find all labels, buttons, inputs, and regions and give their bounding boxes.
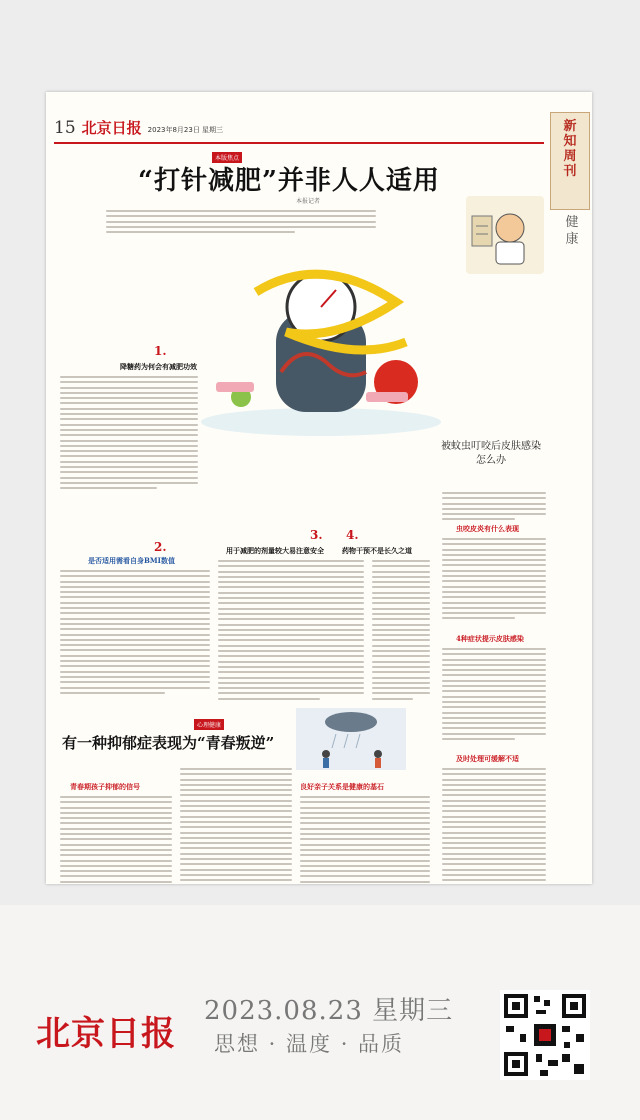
section-4-heading: 药物干预不是长久之道: [342, 546, 412, 555]
cartoon-illustration: [466, 196, 544, 274]
main-byline: 本报记者: [296, 198, 321, 205]
qr-code[interactable]: [500, 990, 590, 1080]
section-1-body: [60, 376, 198, 493]
sidebar-intro: [442, 492, 546, 524]
header-date: 2023年8月23日 星期三: [147, 126, 224, 134]
page-number: 15: [54, 118, 76, 138]
sidebar-subhead-2: 4种症状提示皮肤感染: [456, 634, 524, 643]
section-3-heading: 用于减肥的剂量较大易注意安全: [226, 546, 324, 555]
sidebar-body-1: [442, 538, 546, 623]
section-3-number: 3.: [310, 528, 323, 542]
section-2-body: [60, 570, 210, 697]
page-header: [54, 118, 544, 138]
section-banner: [550, 112, 590, 210]
main-kicker: 本版焦点: [212, 152, 242, 163]
sidebar-subhead-3: 及时处理可缓解不适: [456, 754, 519, 763]
sidebar-headline: 被蚊虫叮咬后皮肤感染怎么办: [441, 441, 541, 466]
footer-date: 2023.08.23 星期三: [204, 996, 454, 1026]
section-3-body: [218, 560, 364, 703]
banner-text: 新知周刊: [563, 119, 577, 179]
section-4-number: 4.: [346, 528, 359, 542]
depression-body-2: [180, 768, 292, 884]
depression-body-1: [60, 796, 172, 884]
footer-slogan: 思想 · 温度 · 品质: [214, 1032, 405, 1056]
main-headline: “打针减肥”并非人人适用: [138, 166, 440, 196]
section-1-number: 1.: [154, 344, 167, 358]
sidebar-body-2: [442, 648, 546, 743]
section-1-heading: 降糖药为何会有减肥功效: [120, 362, 197, 371]
section-2-heading: 是否适用需看自身BMI数值: [88, 556, 175, 565]
depression-subhead-2: 良好亲子关系是健康的基石: [300, 782, 384, 791]
vertical-edge-strip: [563, 632, 571, 782]
section-2-number: 2.: [154, 540, 167, 554]
sidebar-body-3: [442, 768, 546, 884]
depression-headline: 有一种抑郁症表现为“青春叛逆”: [62, 734, 275, 752]
section-4-body: [372, 560, 430, 703]
section-side-title: 健康: [565, 215, 579, 247]
depression-body-3: [300, 796, 430, 884]
newspaper-page: [46, 92, 592, 884]
rain-illustration: [296, 708, 406, 770]
header-rule: [54, 142, 544, 144]
scale-illustration: [196, 232, 446, 442]
depression-subhead-1: 青春期孩子抑郁的信号: [70, 782, 140, 791]
sidebar-subhead-1: 虫咬皮炎有什么表现: [456, 524, 519, 533]
footer-logo: 北京日报: [36, 1014, 176, 1054]
depression-kicker: 心理健康: [194, 719, 224, 730]
header-logo: 北京日报: [81, 119, 142, 137]
